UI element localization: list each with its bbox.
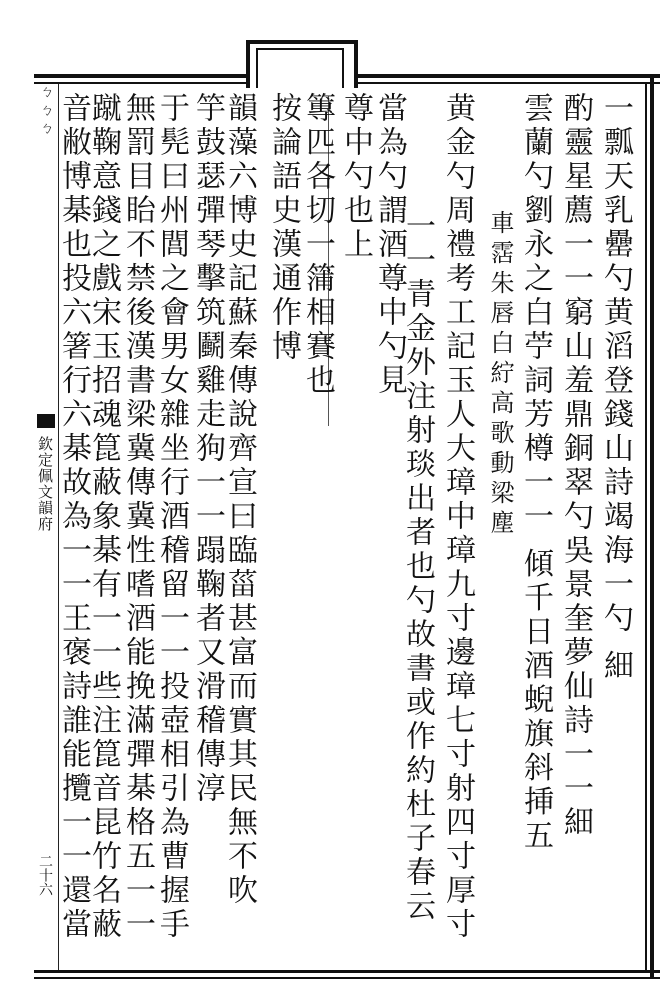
header-tab-inner (256, 48, 344, 88)
side-title: 欽定佩文韻府 (36, 436, 54, 532)
text-column-16: 音敝博棊也投六箸行六棊故為一一王褒詩誰能攬一一還當 (56, 92, 91, 942)
frame-bottom-inner-rule (34, 977, 660, 979)
text-column-6: 一一青金外注射琰出者也勺故書或作約杜子春云 (400, 210, 435, 924)
frame-bottom-rule (34, 970, 660, 973)
text-column-12: 竽鼓瑟彈琴擊筑鬬雞走狗一一蹋鞠者又滑稽傳淳 (190, 92, 225, 806)
frame-right-rule (650, 74, 654, 979)
text-column-4: 車霑朱唇白紵高歌動梁塵 (486, 210, 514, 540)
text-column-14: 無罰目眙不禁後漢書梁冀傳冀性嗜酒能挽滿彈棊格五一一 (120, 92, 155, 942)
text-column-11: 韻藻六博史記蘇秦傳說齊宣曰臨菑甚富而實其民無不吹 (222, 92, 257, 908)
text-column-8: 尊中勺也上 (338, 92, 373, 262)
text-column-13: 于髡曰州閭之會男女雜坐行酒稽留一一投壺相引為曹握手 (154, 92, 189, 942)
text-column-3: 雲蘭勺劉永之白苧詞芳樽一一 傾千日酒蜺旗斜挿五 (518, 92, 553, 854)
text-column-2: 酌靈星薦一一窮山羞鼎銅翠勺吳景奎夢仙詩一一細 (558, 92, 593, 840)
fishtail-mark (37, 414, 55, 428)
frame-right-inner-rule (645, 82, 647, 972)
folio-number: 二十六 (37, 854, 53, 896)
text-column-10: 按論語史漢通作博 (266, 92, 301, 364)
text-column-15: 蹴鞠意錢之戲宋玉招魂箟蔽象棊有一一些注箟音昆竹名蔽 (86, 92, 121, 942)
text-column-9: 篿匹各切一䈬相賽也 (300, 92, 335, 398)
text-column-5: 黄金勺周禮考工記玉人大璋中璋九寸邊璋七寸射四寸厚寸 (440, 92, 475, 942)
text-column-7: 當為勺謂酒尊中勺見 (372, 92, 407, 398)
gutter-fragments: ㄅ ㄅ ㄅ (38, 84, 54, 135)
text-column-1: 一瓢天乳罍勺黄滔登錢山詩竭海一勺 細 (598, 92, 633, 684)
